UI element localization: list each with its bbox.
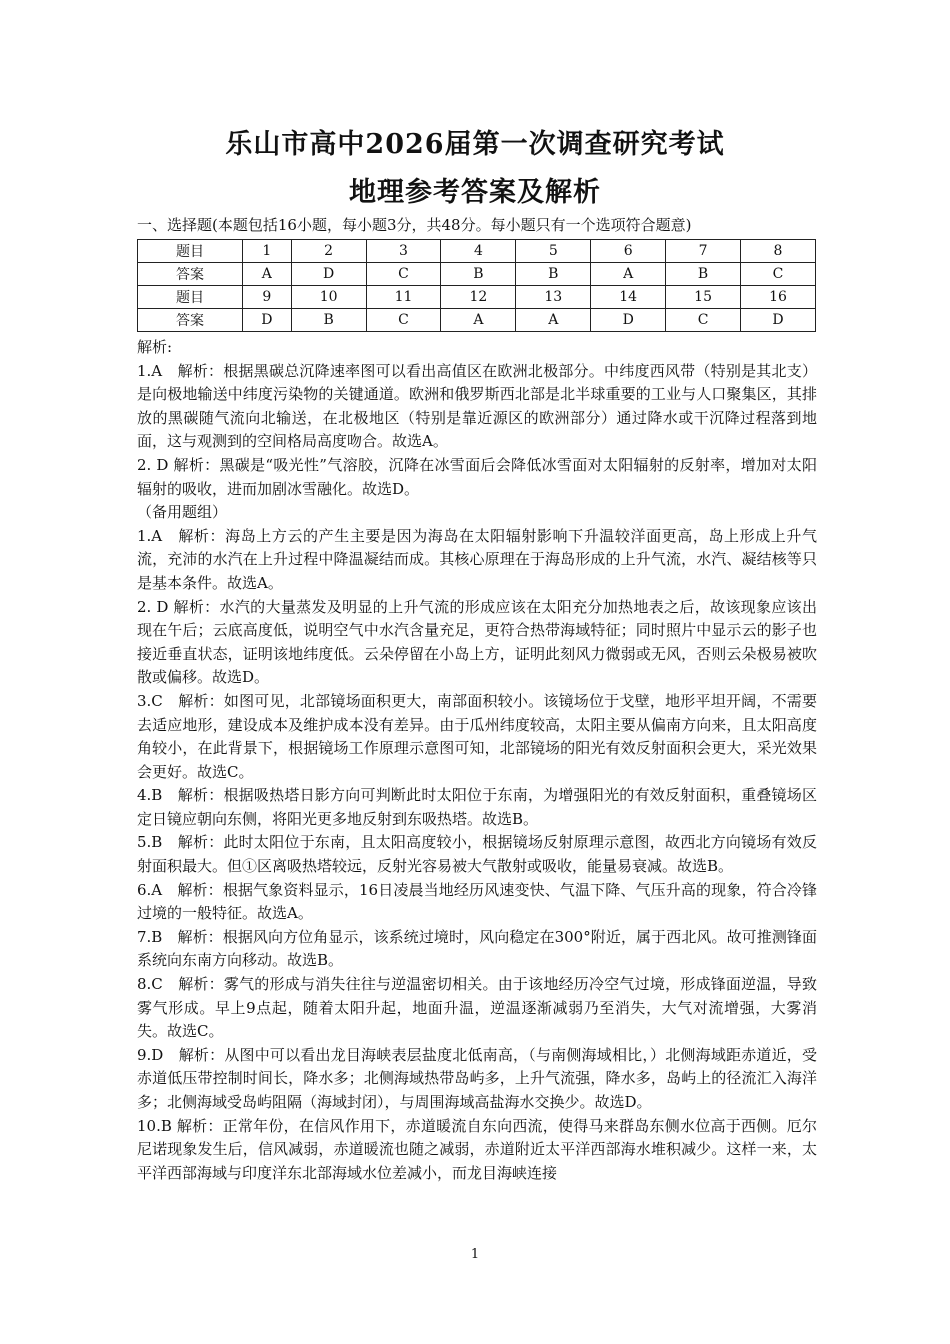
analysis-paragraph: 3.C 解析：如图可见，北部镜场面积更大，南部面积较小。该镜场位于戈壁，地形平坦开阔，不需要去适应地形，建设成本及维护成本没有差异。由于瓜州纬度较高，太阳主要从偏南方向来，且太阳高度角较小，在此背景下，根据镜场工作原理示意图可知，北部镜场的阳光有效反射面积会更大，采光效果会更好。故选C。 [137, 691, 817, 781]
table-cell: C [741, 263, 816, 286]
table-cell: 16 [741, 286, 816, 309]
table-cell: 1 [243, 240, 292, 263]
table-cell: 4 [441, 240, 516, 263]
table-cell: 题目 [138, 286, 243, 309]
table-cell: C [666, 309, 741, 332]
table-cell: C [366, 309, 441, 332]
analysis-paragraph: 2. D 解析：黑碳是“吸光性”气溶胶，沉降在冰雪面后会降低冰雪面对太阳辐射的反射率，增加对太阳辐射的吸收，进而加剧冰雪融化。故选D。 [137, 455, 817, 498]
table-cell: 15 [666, 286, 741, 309]
table-cell: 11 [366, 286, 441, 309]
analysis-paragraph: 2. D 解析：水汽的大量蒸发及明显的上升气流的形成应该在太阳充分加热地表之后，故该现象应该出现在午后；云底高度低，说明空气中水汽含量充足，更符合热带海域特征；同时照片中显示云的影子也接近垂直状态，证明该地纬度低。云朵停留在小岛上方，证明此刻风力微弱或无风，否则云朵极易被吹散或偏移。故选D。 [137, 597, 817, 687]
document-title: 乐山市高中2026届第一次调查研究考试 [225, 129, 725, 160]
table-cell: B [666, 263, 741, 286]
analysis-paragraph: 1.A 解析：根据黑碳总沉降速率图可以看出高值区在欧洲北极部分。中纬度西风带（特别是其北支）是向极地输送中纬度污染物的关键通道。欧洲和俄罗斯西北部是北半球重要的工业与人口聚集区，其排放的黑碳随气流向北输送，在北极地区（特别是靠近源区的欧洲部分）通过降水或干沉降过程落到地面，这与观测到的空间格局高度吻合。故选A。 [137, 361, 817, 451]
table-cell: 题目 [138, 240, 243, 263]
analysis-paragraph: 7.B 解析：根据风向方位角显示，该系统过境时，风向稳定在300°附近，属于西北风。故可推测锋面系统向东南方向移动。故选B。 [137, 927, 817, 970]
analysis-paragraph: 5.B 解析：此时太阳位于东南，且太阳高度较小，根据镜场反射原理示意图，故西北方向镜场有效反射面积最大。但①区离吸热塔较远，反射光容易被大气散射或吸收，能量易衰减。故选B。 [137, 833, 817, 876]
analysis-paragraph: 1.A 解析：海岛上方云的产生主要是因为海岛在太阳辐射影响下升温较洋面更高，岛上形成上升气流，充沛的水汽在上升过程中降温凝结而成。其核心原理在于海岛形成的上升气流，水汽、凝结核等只是基本条件。故选A。 [137, 526, 817, 592]
backup-heading: （备用题组） [137, 503, 228, 522]
table-cell: 答案 [138, 309, 243, 332]
table-cell: 答案 [138, 263, 243, 286]
analysis-body [137, 336, 817, 1185]
table-cell: A [441, 309, 516, 332]
table-cell: 12 [441, 286, 516, 309]
table-cell: 7 [666, 240, 741, 263]
table-cell: 14 [591, 286, 666, 309]
table-cell: B [441, 263, 516, 286]
analysis-heading: 解析: [137, 338, 173, 356]
table-cell: A [243, 263, 292, 286]
table-row [138, 309, 816, 332]
table-cell: B [516, 263, 591, 286]
table-cell: D [591, 309, 666, 332]
table-cell: A [516, 309, 591, 332]
table-row [138, 240, 816, 263]
table-cell: 9 [243, 286, 292, 309]
page-number: 1 [470, 1247, 480, 1262]
analysis-paragraph: 4.B 解析：根据吸热塔日影方向可判断此时太阳位于东南，为增强阳光的有效反射面积，重叠镜场区定日镜应朝向东侧，将阳光更多地反射到东吸热塔。故选B。 [137, 786, 817, 828]
table-cell: D [243, 309, 292, 332]
table-cell: 8 [741, 240, 816, 263]
table-cell: 2 [291, 240, 366, 263]
table-cell: 6 [591, 240, 666, 263]
table-row [138, 263, 816, 286]
answer-table [137, 239, 816, 332]
table-row [138, 286, 816, 309]
analysis-paragraph: 6.A 解析：根据气象资料显示，16日凌晨当地经历风速变快、气温下降、气压升高的现象，符合冷锋过境的一般特征。故选A。 [137, 880, 817, 923]
analysis-paragraph: 9.D 解析：从图中可以看出龙目海峡表层盐度北低南高，（与南侧海域相比，）北侧海域距赤道近，受赤道低压带控制时间长，降水多；北侧海域热带岛屿多，上升气流强，降水多，岛屿上的径流汇入海洋多；北侧海域受岛屿阻隔（海域封闭），与周围海域高盐海水交换少。故选D。 [137, 1045, 817, 1111]
table-cell: B [291, 309, 366, 332]
table-cell: 10 [291, 286, 366, 309]
table-cell: D [741, 309, 816, 332]
document-subtitle: 地理参考答案及解析 [349, 177, 601, 208]
table-cell: 5 [516, 240, 591, 263]
table-cell: A [591, 263, 666, 286]
table-cell: D [291, 263, 366, 286]
table-cell: 3 [366, 240, 441, 263]
analysis-paragraph: 8.C 解析：雾气的形成与消失往往与逆温密切相关。由于该地经历冷空气过境，形成锋面逆温，导致雾气形成。早上9点起，随着太阳升起，地面升温，逆温逐渐减弱乃至消失，大气对流增强，大雾消失。故选C。 [137, 975, 817, 1041]
table-cell: 13 [516, 286, 591, 309]
analysis-paragraph: 10.B 解析：正常年份，在信风作用下，赤道暖流自东向西流，使得马来群岛东侧水位高于西侧。厄尔尼诺现象发生后，信风减弱，赤道暖流也随之减弱，赤道附近太平洋西部海水堆积减少。这样一来，太平洋西部海域与印度洋东北部海域水位差减小，而龙目海峡连接 [137, 1116, 817, 1182]
section-heading: 一、选择题(本题包括16小题，每小题3分，共48分。每小题只有一个选项符合题意) [137, 216, 692, 234]
table-cell: C [366, 263, 441, 286]
